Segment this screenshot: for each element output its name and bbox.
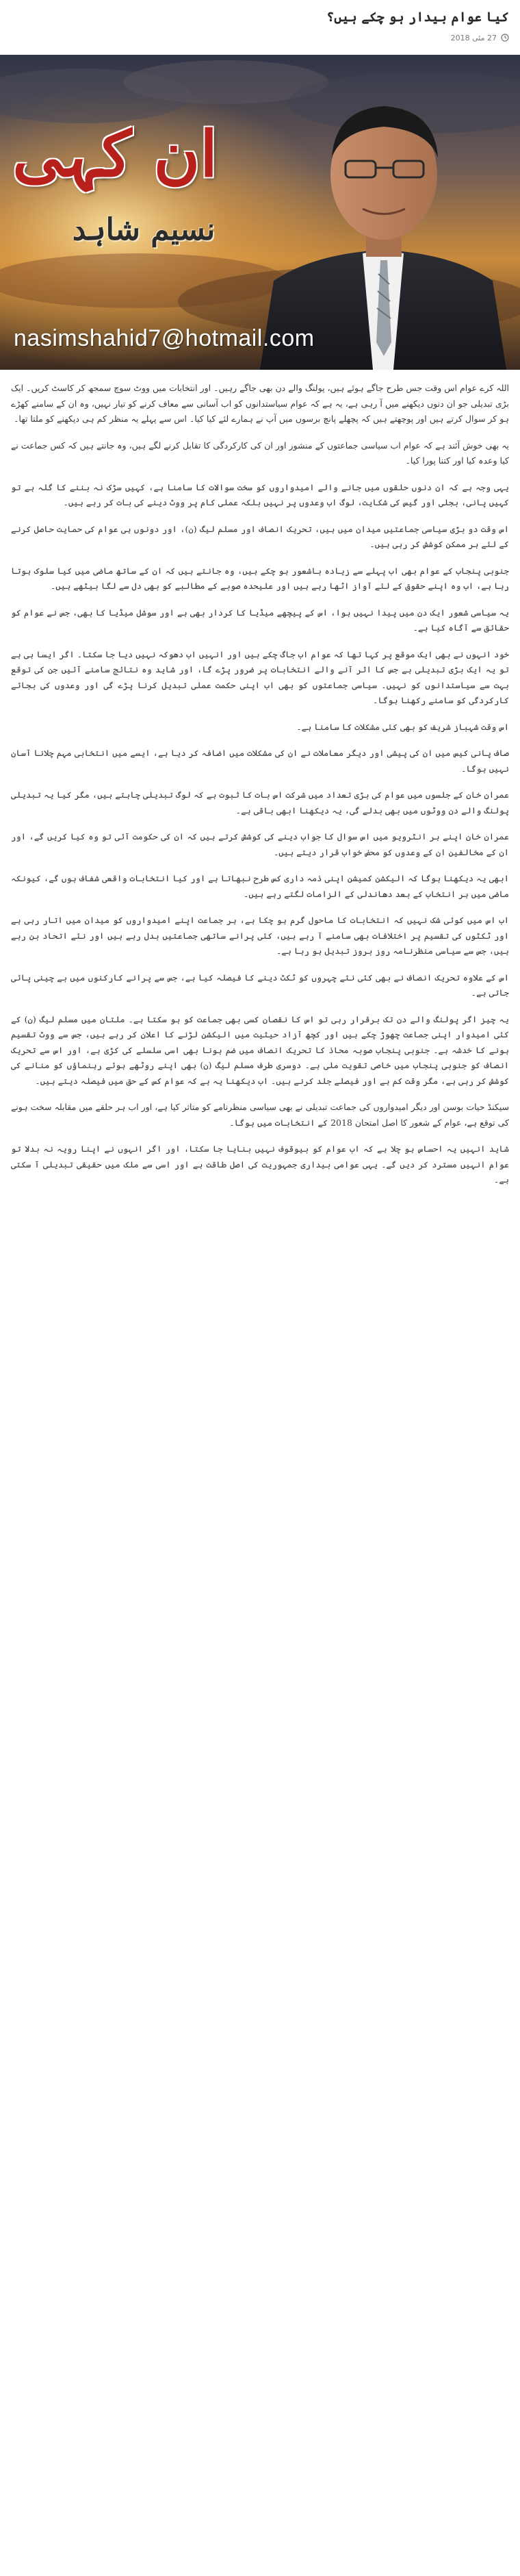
article-paragraph: اس کے علاوہ تحریک انصاف نے بھی کئی نئے چہروں کو ٹکٹ دینے کا فیصلہ کیا ہے، جس سے پرانے کارکنوں میں بے چینی پائی جاتی ہے۔ [11, 972, 509, 998]
article-body [0, 381, 520, 2576]
column-title: ان کہی [12, 117, 218, 191]
article-paragraph: ابھی یہ دیکھنا ہوگا کہ الیکشن کمیشن اپنی ذمہ داری کس طرح نبھاتا ہے اور کیا انتخابات واقعی شفاف ہوں گے، کیونکہ ماضی میں ہر انتخاب کے بعد دھاندلی کے الزامات لگتے رہے ہیں۔ [11, 873, 509, 899]
article-paragraph: عمران خان اپنے ہر انٹرویو میں اس سوال کا جواب دینے کی کوشش کرتے ہیں کہ ان کی حکومت آئی تو وہ کیا کریں گے، اور ان کے مخالفین ان کے وعدوں کو محض خواب قرار دیتے ہیں۔ [11, 831, 509, 857]
article-paragraph: اس وقت دو بڑی سیاسی جماعتیں میدان میں ہیں، تحریک انصاف اور مسلم لیگ (ن)، اور دونوں ہی عوام کی حمایت حاصل کرنے کے لئے ہر ممکن کوشش کر رہی ہیں۔ [11, 523, 509, 549]
article-paragraph: اللہ کرے عوام اس وقت جس طرح جاگے ہوئے ہیں، پولنگ والے دن بھی جاگے رہیں۔ اور انتخابات میں ووٹ سوچ سمجھ کر کاسٹ کریں۔ ایک بڑی تبدیلی جو ان دنوں دیکھنے میں آ رہی ہے، یہ ہے کہ عوام سیاستدانوں کو اب آسانی سے معاف کرنے کو تیار نہیں، وہ ان کے سامنے کھڑے ہو کر سوال کرتے ہیں اور پوچھتے ہیں کہ پچھلے پانچ برسوں میں آپ نے ہمارے لئے کیا کیا۔ اس سے پہلے یہ منظر کم ہی دیکھنے کو ملتا تھا۔ [11, 383, 509, 424]
article-meta [0, 30, 520, 45]
article-paragraph: اب اس میں کوئی شک نہیں کہ انتخابات کا ماحول گرم ہو چکا ہے، ہر جماعت اپنے امیدواروں کو میدان میں اتار رہی ہے اور ٹکٹوں کی تقسیم پر اختلافات بھی سامنے آ رہے ہیں، کئی پرانے ساتھی جماعتیں بدل رہے ہیں اور نئے اتحاد بن رہے ہیں، جس سے سیاسی منظرنامہ روز بروز تبدیل ہو رہا ہے۔ [11, 915, 509, 956]
article-title[interactable]: کیا عوام بیدار ہو چکے ہیں؟ [326, 10, 509, 25]
article-paragraph: خود انہوں نے بھی ایک موقع پر کہا تھا کہ عوام اب جاگ چکے ہیں اور انہیں اب دھوکہ نہیں دیا جا سکتا۔ اگر ایسا ہی ہے تو یہ ایک بڑی تبدیلی ہے جس کا اثر آنے والے انتخابات پر ضرور پڑے گا، اور شاید وہ نتائج سامنے آئیں جن کی توقع بہت سے سیاستدانوں کو نہیں۔ سیاسی جماعتوں کو بھی اب اپنی حکمت عملی تبدیل کرنا پڑے گی اور وعدوں کی بجائے کارکردگی کو سامنے رکھنا ہوگا۔ [11, 648, 509, 705]
article-paragraph: عمران خان کے جلسوں میں عوام کی بڑی تعداد میں شرکت اس بات کا ثبوت ہے کہ لوگ تبدیلی چاہتے ہیں، مگر کیا یہ تبدیلی پولنگ والے دن ووٹوں میں بھی بدلے گی، یہ دیکھنا ابھی باقی ہے۔ [11, 790, 509, 816]
article-paragraph: صاف پانی کیس میں ان کی پیشی اور دیگر معاملات نے ان کی مشکلات میں اضافہ کر دیا ہے، ایسے میں انتخابی مہم چلانا آسان نہیں ہوگا۔ [11, 748, 509, 774]
article-paragraph: جنوبی پنجاب کے عوام بھی اب پہلے سے زیادہ باشعور ہو چکے ہیں، وہ جانتے ہیں کہ ان کے ساتھ ماضی میں کیا سلوک ہوتا رہا ہے، اب وہ اپنے حقوق کے لئے آواز اٹھا رہے ہیں اور علیحدہ صوبے کے مطالبے کو بھی دل سے لگا بیٹھے ہیں۔ [11, 565, 509, 591]
article-paragraph: یہ چیز اگر پولنگ والے دن تک برقرار رہی تو اس کا نقصان کسی بھی جماعت کو ہو سکتا ہے۔ ملتان میں مسلم لیگ (ن) کے کئی امیدوار اپنی جماعت چھوڑ چکے ہیں اور کچھ آزاد حیثیت میں الیکشن لڑنے کا اعلان کر رہے ہیں، جس سے ووٹ تقسیم ہونے کا خدشہ ہے۔ جنوبی پنجاب صوبہ محاذ کا تحریک انصاف میں ضم ہونا بھی اسی سلسلے کی کڑی ہے، اور اس سے تحریک انصاف کو جنوبی پنجاب میں خاصی تقویت ملی ہے۔ دوسری طرف مسلم لیگ (ن) بھی اپنے روٹھے ہوئے رہنماؤں کو منانے کی کوشش کر رہی ہے، مگر وقت کم ہے اور فیصلے جلد کرنے ہیں۔ اب دیکھنا یہ ہے کہ عوام کس کے حق میں فیصلہ دیتے ہیں۔ [11, 1013, 509, 1086]
article-paragraph: اس وقت شہباز شریف کو بھی کئی مشکلات کا سامنا ہے۔ [296, 721, 509, 732]
column-banner [0, 55, 520, 370]
article-paragraph: یہ سیاسی شعور ایک دن میں پیدا نہیں ہوا، اس کے پیچھے میڈیا کا کردار بھی ہے اور سوشل میڈیا کا بھی، جس نے عوام کو حقائق سے آگاہ کیا ہے۔ [11, 607, 509, 633]
article-paragraph: یہی وجہ ہے کہ ان دنوں حلقوں میں جانے والے امیدواروں کو سخت سوالات کا سامنا ہے، کہیں سڑک نہ بننے کا گلہ ہے تو کہیں پانی، بجلی اور گیس کی شکایت، لوگ اب وعدوں پر نہیں بلکہ عملی کام پر ووٹ دینے کی بات کر رہے ہیں۔ [11, 481, 509, 507]
article-paragraph: سیکنڈ حیات بوسن اور دیگر امیدواروں کی جماعت تبدیلی نے بھی سیاسی منظرنامے کو متاثر کیا ہے، اور اب ہر حلقے میں مقابلہ سخت ہونے کی توقع ہے، عوام کے شعور کا اصل امتحان 2018 کے انتخابات میں ہوگا۔ [11, 1102, 509, 1128]
article-date: 27 مئی 2018 [450, 33, 497, 42]
article-paragraph: شاید انہیں یہ احساس ہو چلا ہے کہ اب عوام کو بیوقوف نہیں بنایا جا سکتا، اور اگر انہوں نے اپنا رویہ نہ بدلا تو عوام انہیں مسترد کر دیں گے۔ یہی عوامی بیداری جمہوریت کی اصل طاقت ہے اور اسی سے ملک میں حقیقی تبدیلی آ سکتی ہے۔ [11, 1144, 509, 1185]
clock-icon [501, 34, 509, 42]
author-email: nasimshahid7@hotmail.com [14, 325, 315, 351]
author-name: نسیم شاہد [72, 212, 216, 247]
article-paragraph: یہ بھی خوش آئند ہے کہ عوام اب سیاسی جماعتوں کے منشور اور ان کی کارکردگی کا تقابل کرنے لگے ہیں، وہ جانتے ہیں کہ کس جماعت نے کیا وعدہ کیا اور کتنا پورا کیا۔ [11, 440, 509, 466]
